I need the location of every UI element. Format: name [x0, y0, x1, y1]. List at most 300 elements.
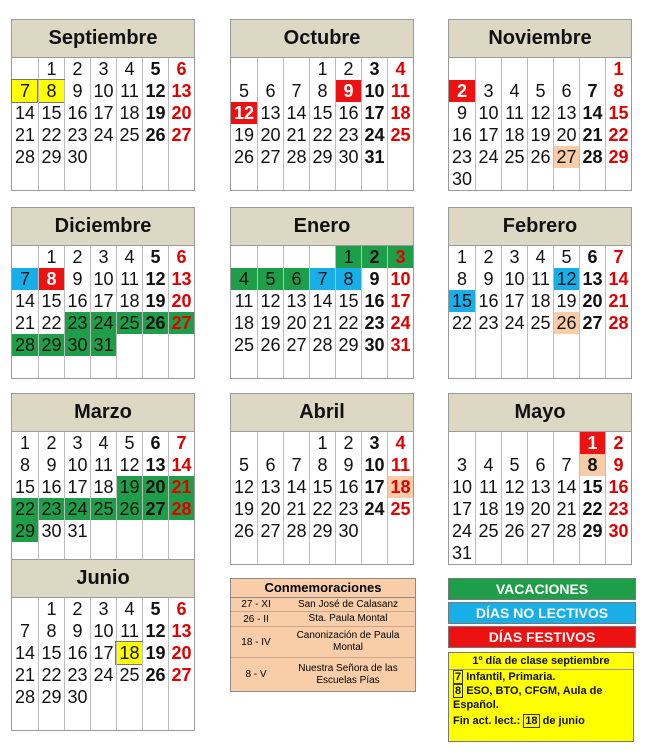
- day-cell: [501, 356, 527, 378]
- day-cell: [142, 356, 168, 378]
- day-cell: 8: [19, 455, 30, 475]
- day-cell: 5: [238, 81, 249, 101]
- day-cell: 15: [335, 290, 361, 312]
- day-cell: 13: [168, 80, 194, 102]
- day-cell: 24: [90, 664, 116, 686]
- day-cell: 5: [238, 455, 249, 475]
- day-cell: 15: [449, 290, 475, 312]
- day-cell: 19: [501, 498, 527, 520]
- day-cell: 27: [168, 124, 194, 146]
- day-cell: 17: [451, 499, 473, 519]
- day-cell: 29: [579, 520, 605, 542]
- day-cell: [475, 432, 501, 454]
- conmemoracion-text: Canonización de Paula Montal: [296, 630, 400, 653]
- month-title: Abril: [231, 394, 413, 432]
- info-text: de junio: [542, 715, 585, 727]
- day-cell: 17: [387, 290, 413, 312]
- day-cell: [335, 168, 361, 190]
- day-cell: 12: [553, 268, 579, 290]
- day-cell: 1: [309, 58, 335, 80]
- day-cell: 13: [257, 102, 283, 124]
- day-cell: [257, 168, 283, 190]
- day-cell: 6: [527, 454, 553, 476]
- day-cell: 31: [361, 146, 387, 168]
- first-day-info: [448, 652, 634, 742]
- day-cell: 12: [142, 268, 168, 290]
- month-junio: [11, 559, 195, 731]
- day-cell: 22: [309, 498, 335, 520]
- day-cell: 6: [168, 598, 194, 620]
- day-cell: 3: [456, 455, 467, 475]
- month-title: Enero: [231, 208, 413, 246]
- day-cell: [64, 708, 90, 730]
- day-cell: 19: [257, 312, 283, 334]
- day-cell: 10: [64, 454, 90, 476]
- day-cell: 21: [579, 124, 605, 146]
- day-cell: 23: [335, 498, 361, 520]
- day-cell: 5: [527, 80, 553, 102]
- day-cell: [501, 334, 527, 356]
- day-cell: 18: [116, 642, 142, 664]
- day-cell: 13: [168, 268, 194, 290]
- conmemoracion-text: San José de Calasanz: [297, 598, 399, 610]
- info-text: Infantil, Primaria.: [466, 671, 556, 683]
- conmemoracion-date: 26 - II: [243, 613, 269, 625]
- day-cell: [605, 356, 631, 378]
- day-cell: 22: [605, 124, 631, 146]
- day-cell: 2: [64, 598, 90, 620]
- day-cell: 23: [361, 312, 387, 334]
- day-cell: [553, 58, 579, 80]
- day-cell: 23: [64, 664, 90, 686]
- day-cell: 25: [116, 124, 142, 146]
- day-cell: 19: [142, 102, 168, 124]
- day-cell: 16: [451, 125, 473, 145]
- day-cell: 28: [168, 498, 194, 520]
- day-cell: 29: [38, 334, 64, 356]
- day-cell: 27: [553, 146, 579, 168]
- conmemoracion-date: 27 - XI: [241, 599, 271, 610]
- day-cell: [12, 598, 38, 620]
- day-cell: 27: [168, 312, 194, 334]
- day-cell: 6: [553, 80, 579, 102]
- day-cell: 13: [553, 102, 579, 124]
- day-cell: [527, 58, 553, 80]
- day-cell: [168, 146, 194, 168]
- day-cell: 28: [12, 334, 38, 356]
- day-cell: 20: [283, 312, 309, 334]
- day-cell: 26: [233, 147, 255, 167]
- day-cell: 22: [12, 498, 38, 520]
- day-cell: [142, 520, 168, 542]
- day-cell: 30: [64, 334, 90, 356]
- day-cell: 14: [168, 454, 194, 476]
- day-cell: 28: [553, 520, 579, 542]
- day-cell: 9: [64, 620, 90, 642]
- day-cell: 26: [142, 124, 168, 146]
- day-cell: [283, 356, 309, 378]
- day-cell: 7: [12, 80, 38, 102]
- day-cell: 4: [501, 80, 527, 102]
- info-line-infantil: [449, 670, 633, 684]
- day-cell: [142, 334, 168, 356]
- day-cell: 25: [90, 498, 116, 520]
- day-cell: [335, 356, 361, 378]
- day-cell: 3: [90, 246, 116, 268]
- day-cell: 8: [309, 454, 335, 476]
- day-cell: 19: [142, 642, 168, 664]
- info-line-fin: [449, 714, 633, 728]
- day-cell: 10: [90, 268, 116, 290]
- day-cell: 11: [527, 268, 553, 290]
- conmemoraciones-title: Conmemoraciones: [231, 579, 415, 598]
- month-title: Junio: [12, 560, 194, 598]
- day-cell: 12: [527, 102, 553, 124]
- day-cell: 6: [579, 246, 605, 268]
- day-cell: [605, 542, 631, 564]
- day-cell: 26: [501, 520, 527, 542]
- day-cell: [449, 334, 475, 356]
- day-cell: 19: [553, 290, 579, 312]
- day-cell: 12: [142, 80, 168, 102]
- day-cell: [361, 542, 387, 564]
- day-cell: 5: [142, 58, 168, 80]
- day-cell: 20: [257, 498, 283, 520]
- day-cell: [449, 356, 475, 378]
- info-day-box: 18: [525, 715, 538, 727]
- day-cell: 9: [605, 454, 631, 476]
- day-cell: 2: [64, 246, 90, 268]
- day-cell: 21: [283, 498, 309, 520]
- day-cell: 18: [387, 476, 413, 498]
- day-cell: 1: [38, 246, 64, 268]
- day-cell: 18: [233, 313, 255, 333]
- day-cell: 18: [387, 102, 413, 124]
- day-cell: 11: [116, 80, 142, 102]
- day-cell: [231, 246, 257, 268]
- day-cell: 2: [38, 432, 64, 454]
- day-cell: [142, 168, 168, 190]
- day-cell: 20: [257, 124, 283, 146]
- conmemoracion-date: 18 - IV: [241, 636, 271, 648]
- day-cell: 14: [14, 643, 36, 663]
- day-cell: [116, 356, 142, 378]
- day-cell: 6: [257, 454, 283, 476]
- day-cell: 10: [361, 454, 387, 476]
- day-cell: 29: [335, 334, 361, 356]
- month-abril: [230, 393, 414, 565]
- day-cell: 15: [38, 290, 64, 312]
- day-cell: 15: [309, 102, 335, 124]
- day-cell: 4: [387, 58, 413, 80]
- day-cell: 11: [116, 620, 142, 642]
- day-cell: 30: [605, 520, 631, 542]
- day-cell: [90, 520, 116, 542]
- day-cell: 7: [579, 80, 605, 102]
- day-cell: 17: [501, 290, 527, 312]
- day-cell: 27: [283, 334, 309, 356]
- day-cell: [231, 58, 257, 80]
- day-cell: 17: [90, 102, 116, 124]
- day-cell: 24: [64, 498, 90, 520]
- day-cell: 14: [283, 476, 309, 498]
- day-cell: 16: [38, 476, 64, 498]
- conmemoracion-text: Sta. Paula Montal: [308, 613, 388, 624]
- day-cell: 3: [475, 80, 501, 102]
- day-cell: [605, 334, 631, 356]
- day-cell: [283, 168, 309, 190]
- day-cell: [257, 356, 283, 378]
- day-cell: 21: [14, 665, 36, 685]
- month-mayo: [448, 393, 632, 565]
- day-cell: [168, 356, 194, 378]
- day-cell: 1: [456, 247, 467, 267]
- day-cell: 1: [579, 432, 605, 454]
- day-cell: 13: [527, 476, 553, 498]
- day-cell: 17: [64, 476, 90, 498]
- day-cell: 27: [579, 312, 605, 334]
- day-cell: [90, 356, 116, 378]
- day-cell: 16: [605, 476, 631, 498]
- day-cell: [142, 686, 168, 708]
- month-enero: [230, 207, 414, 379]
- day-cell: 18: [116, 102, 142, 124]
- day-cell: 12: [231, 102, 257, 124]
- day-cell: [579, 356, 605, 378]
- day-cell: 29: [309, 146, 335, 168]
- day-cell: 23: [605, 498, 631, 520]
- day-cell: 27: [527, 520, 553, 542]
- day-cell: 11: [501, 102, 527, 124]
- day-cell: 18: [501, 124, 527, 146]
- day-cell: 26: [142, 312, 168, 334]
- day-cell: 17: [90, 290, 116, 312]
- info-day-box: 7: [455, 671, 462, 683]
- day-cell: 26: [142, 664, 168, 686]
- day-cell: 7: [283, 454, 309, 476]
- day-cell: 26: [116, 498, 142, 520]
- day-cell: [142, 708, 168, 730]
- info-label: Fin act. lect.:: [453, 715, 521, 727]
- day-cell: 10: [90, 80, 116, 102]
- day-cell: 26: [553, 312, 579, 334]
- conmemoracion-date: 8 - V: [245, 669, 267, 680]
- day-cell: 20: [527, 498, 553, 520]
- day-cell: [553, 334, 579, 356]
- day-cell: [527, 432, 553, 454]
- day-cell: 20: [579, 290, 605, 312]
- day-cell: 9: [335, 454, 361, 476]
- day-cell: [387, 168, 413, 190]
- day-cell: 4: [116, 598, 142, 620]
- day-cell: [257, 432, 283, 454]
- day-cell: [257, 246, 283, 268]
- legend-vacaciones: VACACIONES: [448, 578, 636, 600]
- month-marzo: [11, 393, 195, 565]
- info-line-eso: [449, 684, 633, 712]
- day-cell: 12: [116, 454, 142, 476]
- day-cell: 30: [64, 686, 90, 708]
- day-cell: 8: [38, 80, 64, 102]
- day-cell: 6: [257, 80, 283, 102]
- month-septiembre: [11, 19, 195, 191]
- day-cell: 9: [38, 454, 64, 476]
- day-cell: 19: [116, 476, 142, 498]
- conmemoracion-row: [231, 598, 415, 612]
- day-cell: 3: [501, 246, 527, 268]
- day-cell: 2: [335, 432, 361, 454]
- day-cell: 7: [605, 246, 631, 268]
- day-cell: 9: [64, 268, 90, 290]
- day-cell: 6: [142, 432, 168, 454]
- day-cell: [64, 168, 90, 190]
- day-cell: 29: [38, 146, 64, 168]
- day-cell: [90, 686, 116, 708]
- day-cell: 20: [553, 124, 579, 146]
- day-cell: 12: [233, 477, 255, 497]
- conmemoracion-row: [231, 612, 415, 627]
- day-cell: 14: [14, 103, 36, 123]
- day-cell: 16: [64, 642, 90, 664]
- day-cell: 16: [361, 290, 387, 312]
- day-cell: [387, 542, 413, 564]
- day-cell: [579, 58, 605, 80]
- day-cell: 8: [605, 80, 631, 102]
- day-cell: 7: [309, 268, 335, 290]
- day-cell: 14: [605, 268, 631, 290]
- day-cell: 28: [309, 334, 335, 356]
- day-cell: 31: [64, 520, 90, 542]
- month-title: Octubre: [231, 20, 413, 58]
- month-title: Noviembre: [449, 20, 631, 58]
- day-cell: 27: [142, 498, 168, 520]
- day-cell: 16: [64, 102, 90, 124]
- day-cell: 29: [309, 520, 335, 542]
- day-cell: 21: [14, 125, 36, 145]
- day-cell: 7: [168, 432, 194, 454]
- day-cell: 24: [90, 124, 116, 146]
- day-cell: [231, 542, 257, 564]
- day-cell: 28: [283, 520, 309, 542]
- day-cell: 30: [361, 334, 387, 356]
- day-cell: 22: [38, 664, 64, 686]
- day-cell: 27: [168, 664, 194, 686]
- day-cell: 5: [553, 246, 579, 268]
- day-cell: [283, 542, 309, 564]
- day-cell: 15: [38, 642, 64, 664]
- day-cell: 25: [475, 520, 501, 542]
- day-cell: 1: [38, 58, 64, 80]
- day-cell: 9: [456, 103, 467, 123]
- day-cell: 1: [605, 58, 631, 80]
- day-cell: 24: [501, 312, 527, 334]
- day-cell: [12, 58, 38, 80]
- day-cell: 5: [142, 246, 168, 268]
- day-cell: 3: [361, 432, 387, 454]
- day-cell: 8: [38, 268, 64, 290]
- month-title: Marzo: [12, 394, 194, 432]
- day-cell: 11: [387, 80, 413, 102]
- day-cell: 1: [309, 432, 335, 454]
- day-cell: 5: [116, 432, 142, 454]
- day-cell: 15: [309, 476, 335, 498]
- day-cell: 19: [233, 499, 255, 519]
- day-cell: [361, 168, 387, 190]
- day-cell: [527, 168, 553, 190]
- conmemoracion-row: [231, 658, 415, 691]
- day-cell: 21: [553, 498, 579, 520]
- day-cell: 25: [116, 312, 142, 334]
- day-cell: 14: [14, 291, 36, 311]
- day-cell: 15: [38, 102, 64, 124]
- day-cell: 13: [168, 620, 194, 642]
- day-cell: 2: [449, 80, 475, 102]
- day-cell: [283, 432, 309, 454]
- day-cell: 21: [168, 476, 194, 498]
- day-cell: 29: [605, 146, 631, 168]
- day-cell: [116, 708, 142, 730]
- day-cell: [501, 542, 527, 564]
- month-title: Mayo: [449, 394, 631, 432]
- day-cell: 17: [361, 476, 387, 498]
- day-cell: 22: [335, 312, 361, 334]
- day-cell: 23: [475, 312, 501, 334]
- day-cell: [475, 356, 501, 378]
- month-title: Septiembre: [12, 20, 194, 58]
- day-cell: 9: [335, 80, 361, 102]
- day-cell: 29: [12, 520, 38, 542]
- day-cell: [168, 334, 194, 356]
- day-cell: [12, 708, 38, 730]
- day-cell: 16: [335, 102, 361, 124]
- day-cell: [553, 356, 579, 378]
- day-cell: 28: [283, 146, 309, 168]
- day-cell: 11: [116, 268, 142, 290]
- day-cell: 22: [38, 312, 64, 334]
- day-cell: 15: [579, 476, 605, 498]
- day-cell: [449, 432, 475, 454]
- day-cell: 29: [38, 686, 64, 708]
- day-cell: [116, 334, 142, 356]
- day-cell: 12: [501, 476, 527, 498]
- month-febrero: [448, 207, 632, 379]
- day-cell: 13: [579, 268, 605, 290]
- day-cell: 7: [283, 80, 309, 102]
- day-cell: [168, 708, 194, 730]
- day-cell: 8: [456, 269, 467, 289]
- day-cell: 15: [605, 102, 631, 124]
- day-cell: 11: [234, 291, 254, 311]
- day-cell: 20: [168, 102, 194, 124]
- day-cell: 19: [142, 290, 168, 312]
- legend-no-lectivos: DÍAS NO LECTIVOS: [448, 602, 636, 624]
- day-cell: 18: [116, 290, 142, 312]
- day-cell: 19: [527, 124, 553, 146]
- day-cell: 6: [168, 58, 194, 80]
- day-cell: 28: [605, 312, 631, 334]
- day-cell: 21: [14, 313, 36, 333]
- day-cell: 25: [233, 335, 255, 355]
- day-cell: [527, 334, 553, 356]
- day-cell: 24: [451, 521, 473, 541]
- day-cell: [283, 58, 309, 80]
- day-cell: 18: [527, 290, 553, 312]
- day-cell: [116, 520, 142, 542]
- day-cell: [116, 146, 142, 168]
- day-cell: 23: [64, 124, 90, 146]
- day-cell: 24: [387, 312, 413, 334]
- day-cell: 3: [64, 432, 90, 454]
